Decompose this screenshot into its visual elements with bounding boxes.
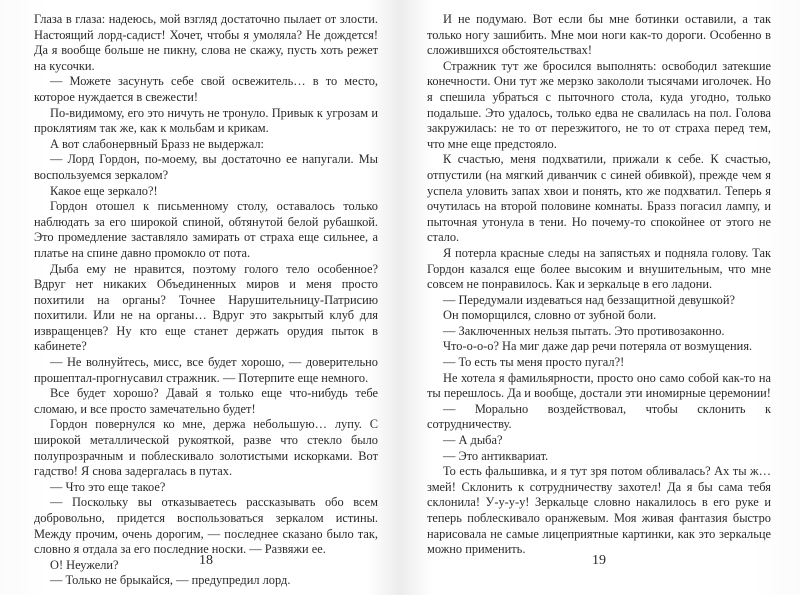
paragraph: — То есть ты меня просто пугал?! [443, 355, 625, 370]
paragraph: Я потерла красные следы на запястьях и подняла голову. Так Гордон казался еще более высоким и внушительным, что мне совсем не понравилось. Как и зеркальце в его ладони. [427, 245, 771, 292]
paragraph: По-видимому, его это ничуть не тронуло. Привык к угрозам и проклятиям так же, как к мольбам и крикам. [34, 105, 378, 136]
right-page-text [427, 12, 771, 558]
left-page [34, 12, 378, 589]
paragraph: Он поморщился, словно от зубной боли. [443, 308, 657, 323]
paragraph: — Это антиквариат. [443, 448, 549, 463]
paragraph: Гордон отошел к письменному столу, оставалось только наблюдать за его широкой спиной, обтянутой белой рубашкой. Это промедление заставляло замирать от страха еще сильнее, а платье на спине давно промокло от пота. [34, 199, 378, 260]
paragraph: — Морально воздействовал, чтобы склонить к сотрудничеству. [427, 401, 771, 432]
paragraph: — Можете засунуть себе свой освежитель… в то место, которое нуждается в свежести! [34, 74, 378, 104]
paragraph: Не хотела я фамильярности, просто оно само собой как-то на ты перешлось. Да и вообще, достали эти иномирные церемонии! [427, 370, 771, 401]
page-number: 18 [199, 553, 213, 568]
left-page-text [34, 12, 378, 589]
paragraph: Что-о-о-о? На миг даже дар речи потеряла от возмущения. [443, 339, 753, 354]
paragraph: О! Неужели? [50, 557, 119, 572]
paragraph: — Заключенных нельзя пытать. Это противозаконно. [443, 323, 725, 338]
paragraph: — Не волнуйтесь, мисс, все будет хорошо, — доверительно прошептал-прогнусавил стражник. — Потерпите еще немного. [34, 355, 378, 385]
paragraph: Все будет хорошо? Давай я только еще что-нибудь тебе сломаю, и все просто замечательно будет! [34, 386, 378, 416]
paragraph: Глаза в глаза: надеюсь, мой взгляд достаточно пылает от злости. Настоящий лорд-садист! Хочет, чтобы я умоляла? Не дождется! Да я вообще больше не пикну, слова не скажу, пусть хоть режет на кусочки. [34, 12, 378, 73]
paragraph: И не подумаю. Вот если бы мне ботинки оставили, а так только ногу зашибить. Мне мои ноги как-то дороги. Особенно в сложившихся обстоятельствах! [427, 12, 771, 58]
paragraph: — А дыба? [443, 433, 503, 448]
paragraph: Дыба ему не нравится, поэтому голого тело особенное? Вдруг нет никаких Объединенных миров и меня просто похитили на органы? Точнее Нарушительницу-Патрисию похитили. Или не на органы… Вдруг это закрытый клуб для извращенцев? Ну кто еще станет держать орудия пыток в кабинете? [34, 261, 378, 354]
paragraph: — Передумали издеваться над беззащитной девушкой? [443, 292, 736, 307]
paragraph: Какое еще зеркало?! [50, 183, 158, 198]
paragraph: — Поскольку вы отказываетесь рассказывать обо всем добровольно, придется воспользоваться зеркалом истины. Между прочим, очень дорогим, — последнее сказано было так, словно я отдала за его последние носки. — Развяжи ее. [34, 495, 378, 557]
paragraph: А вот слабонервный Бразз не выдержал: [50, 136, 264, 151]
paragraph: — Лорд Гордон, по-моему, вы достаточно ее напугали. Мы воспользуемся зеркалом? [34, 152, 378, 182]
paragraph: К счастью, меня подхватили, прижали к себе. К счастью, отпустили (на мягкий диванчик с синей обивкой), прежде чем я успела уловить запах хвои и понять, кто же подхватил. Теперь я очутилась на второй половине комнаты. Бразз погасил лампу, и пыточная утонула в тени. Но почему-то спокойнее от этого не стало. [427, 152, 771, 245]
paragraph: — Что это еще такое? [50, 479, 166, 494]
paragraph: Гордон повернулся ко мне, держа небольшую… лупу. С широкой металлической рукояткой, разве что стекло было полупрозрачным и поблескивало золотистыми искорками. Вот гадство! Я снова задергалась в путах. [34, 417, 378, 479]
paragraph: То есть фальшивка, и я тут зря потом обливалась? Ах ты ж… змей! Склонить к сотрудничеству захотел! Да я бы сама тебя склонила! У-у-у-у! Зеркальце словно накалилось в его руке и теперь поблескивало оранжевым. Моя живая фантазия быстро нарисовала не самые лицеприятные картинки, как это зеркальце можно применить. [427, 464, 771, 557]
page-number: 19 [592, 553, 606, 568]
paragraph: — Только не брыкайся, — предупредил лорд. [50, 573, 291, 588]
right-page [427, 12, 771, 568]
paragraph: Стражник тут же бросился выполнять: освободил затекшие конечности. Они тут же мерзко закололи тысячами иголочек. Но я спешила убраться с пыточного стола, куда угодно, только подальше. Это удалось, только едва не свалилась на пол. Голова закружилась: не то от перезжитого, не то от страха перед тем, что мне еще предстояло. [427, 58, 771, 151]
